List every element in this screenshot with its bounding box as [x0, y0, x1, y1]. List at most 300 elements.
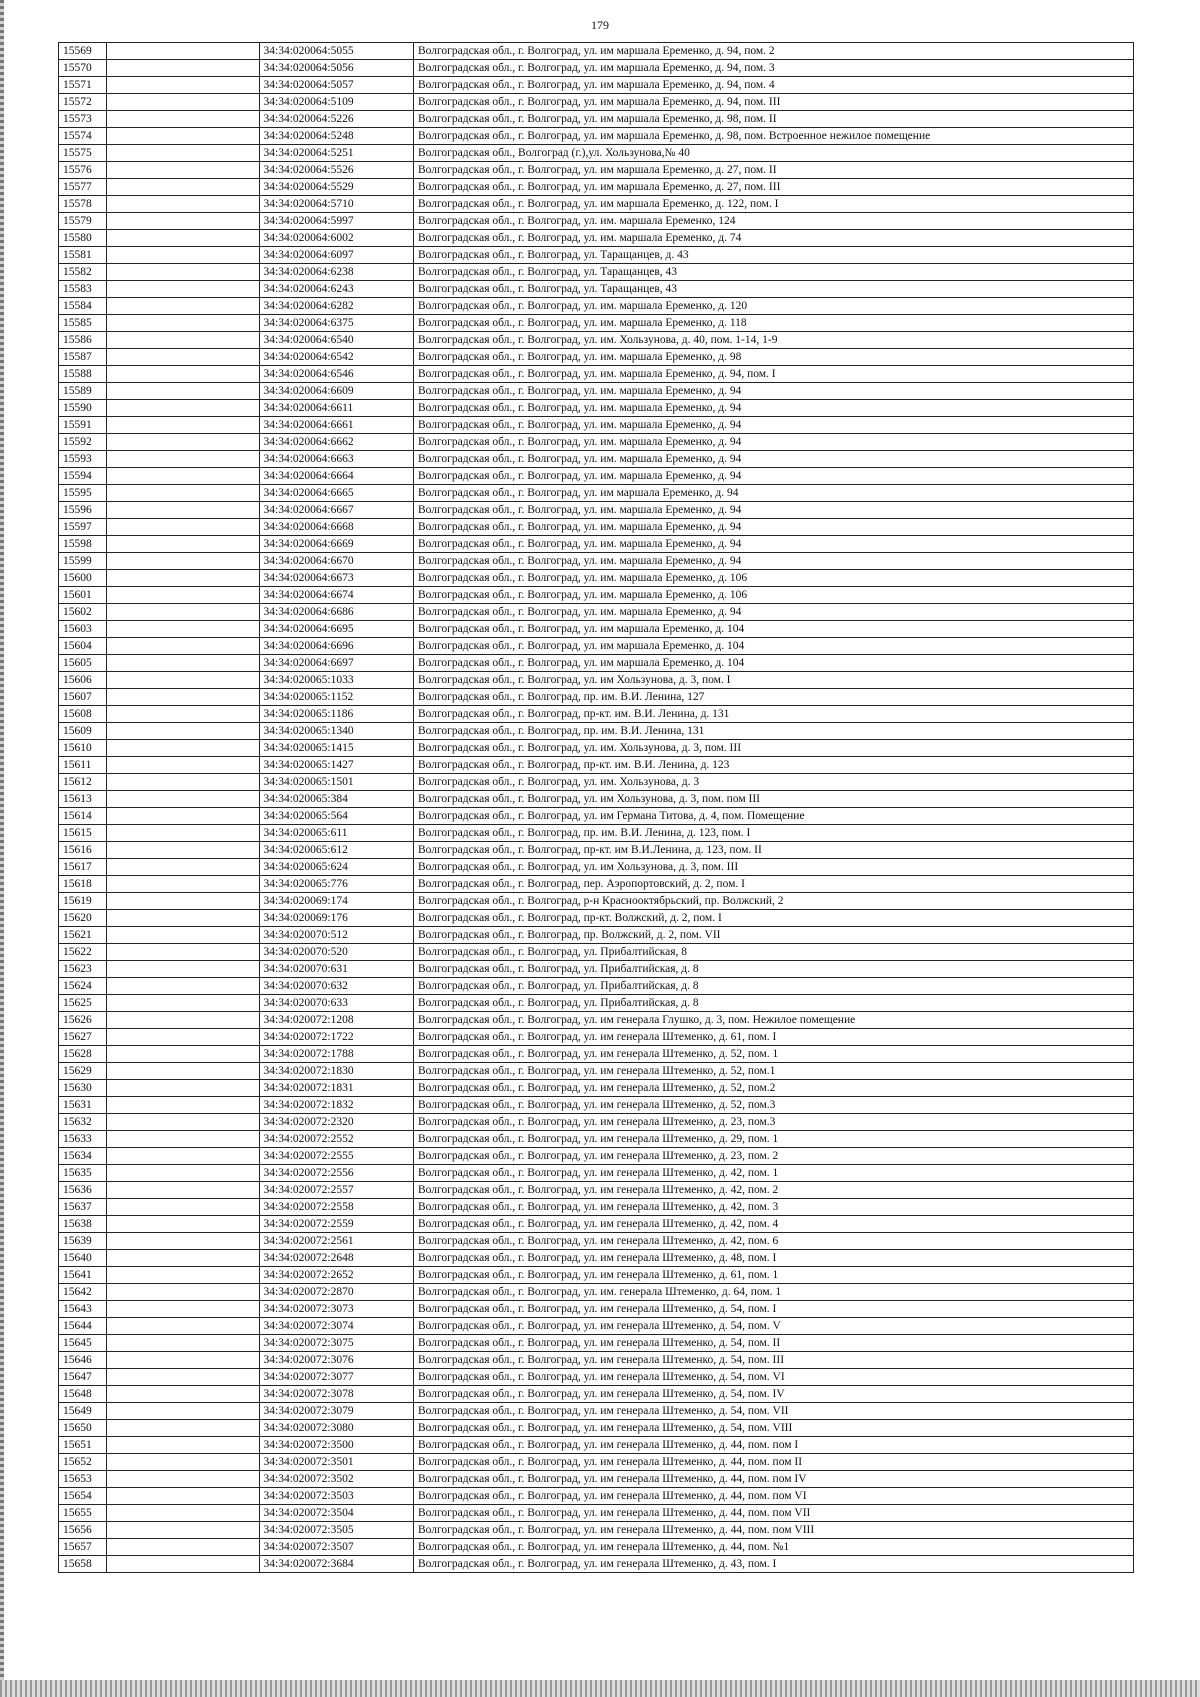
- cadastral-number-cell: 34:34:020072:2652: [259, 1267, 413, 1284]
- row-number-cell: 15600: [59, 570, 107, 587]
- blank-cell: [107, 893, 259, 910]
- table-row: [59, 1182, 1134, 1199]
- cadastral-number-cell: 34:34:020072:3503: [259, 1488, 413, 1505]
- blank-cell: [107, 1352, 259, 1369]
- row-number-cell: 15618: [59, 876, 107, 893]
- address-cell: Волгоградская обл., г. Волгоград, ул. им. маршала Еременко, д. 118: [413, 315, 1133, 332]
- cadastral-number-cell: 34:34:020070:633: [259, 995, 413, 1012]
- table-row: [59, 1114, 1134, 1131]
- cadastral-number-cell: 34:34:020072:1208: [259, 1012, 413, 1029]
- address-cell: Волгоградская обл., г. Волгоград, ул. им. маршала Еременко, д. 94: [413, 553, 1133, 570]
- cadastral-number-cell: 34:34:020072:1832: [259, 1097, 413, 1114]
- row-number-cell: 15570: [59, 60, 107, 77]
- row-number-cell: 15633: [59, 1131, 107, 1148]
- address-cell: Волгоградская обл., г. Волгоград, ул. им генерала Штеменко, д. 44, пом. пом VI: [413, 1488, 1133, 1505]
- cadastral-number-cell: 34:34:020065:1033: [259, 672, 413, 689]
- blank-cell: [107, 485, 259, 502]
- blank-cell: [107, 1097, 259, 1114]
- blank-cell: [107, 1114, 259, 1131]
- blank-cell: [107, 247, 259, 264]
- address-cell: Волгоградская обл., г. Волгоград, ул. Таращанцев, д. 43: [413, 247, 1133, 264]
- address-cell: Волгоградская обл., г. Волгоград, ул. им генерала Штеменко, д. 23, пом.3: [413, 1114, 1133, 1131]
- row-number-cell: 15634: [59, 1148, 107, 1165]
- table-row: [59, 485, 1134, 502]
- address-cell: Волгоградская обл., г. Волгоград, ул. им. маршала Еременко, д. 94: [413, 468, 1133, 485]
- table-row: [59, 536, 1134, 553]
- cadastral-number-cell: 34:34:020064:6696: [259, 638, 413, 655]
- row-number-cell: 15587: [59, 349, 107, 366]
- cadastral-number-cell: 34:34:020072:2555: [259, 1148, 413, 1165]
- row-number-cell: 15616: [59, 842, 107, 859]
- row-number-cell: 15590: [59, 400, 107, 417]
- table-row: [59, 1539, 1134, 1556]
- blank-cell: [107, 60, 259, 77]
- table-row: [59, 332, 1134, 349]
- address-cell: Волгоградская обл., г. Волгоград, ул. им генерала Штеменко, д. 44, пом. пом I: [413, 1437, 1133, 1454]
- address-cell: Волгоградская обл., г. Волгоград, пр. им. В.И. Ленина, д. 123, пом. I: [413, 825, 1133, 842]
- cadastral-number-cell: 34:34:020072:3501: [259, 1454, 413, 1471]
- blank-cell: [107, 842, 259, 859]
- cadastral-number-cell: 34:34:020072:1831: [259, 1080, 413, 1097]
- row-number-cell: 15602: [59, 604, 107, 621]
- row-number-cell: 15617: [59, 859, 107, 876]
- row-number-cell: 15584: [59, 298, 107, 315]
- row-number-cell: 15635: [59, 1165, 107, 1182]
- table-row: [59, 961, 1134, 978]
- address-cell: Волгоградская обл., г. Волгоград, ул. им. маршала Еременко, 124: [413, 213, 1133, 230]
- address-cell: Волгоградская обл., г. Волгоград, ул. им. маршала Еременко, д. 106: [413, 587, 1133, 604]
- row-number-cell: 15607: [59, 689, 107, 706]
- blank-cell: [107, 876, 259, 893]
- blank-cell: [107, 196, 259, 213]
- table-row: [59, 94, 1134, 111]
- row-number-cell: 15623: [59, 961, 107, 978]
- row-number-cell: 15625: [59, 995, 107, 1012]
- address-cell: Волгоградская обл., г. Волгоград, ул. им генерала Штеменко, д. 44, пом. №1: [413, 1539, 1133, 1556]
- address-cell: Волгоградская обл., г. Волгоград, пр. им. В.И. Ленина, 127: [413, 689, 1133, 706]
- address-cell: Волгоградская обл., г. Волгоград, ул. им. маршала Еременко, д. 106: [413, 570, 1133, 587]
- table-row: [59, 944, 1134, 961]
- address-cell: Волгоградская обл., г. Волгоград, ул. Прибалтийская, д. 8: [413, 961, 1133, 978]
- blank-cell: [107, 1335, 259, 1352]
- cadastral-number-cell: 34:34:020064:6243: [259, 281, 413, 298]
- row-number-cell: 15641: [59, 1267, 107, 1284]
- address-cell: Волгоградская обл., г. Волгоград, ул. им генерала Штеменко, д. 29, пом. 1: [413, 1131, 1133, 1148]
- row-number-cell: 15575: [59, 145, 107, 162]
- cadastral-number-cell: 34:34:020064:6375: [259, 315, 413, 332]
- cadastral-number-cell: 34:34:020072:2558: [259, 1199, 413, 1216]
- cadastral-number-cell: 34:34:020065:1152: [259, 689, 413, 706]
- address-cell: Волгоградская обл., г. Волгоград, пр-кт. им. В.И. Ленина, д. 123: [413, 757, 1133, 774]
- cadastral-number-cell: 34:34:020072:2561: [259, 1233, 413, 1250]
- address-cell: Волгоградская обл., г. Волгоград, ул. им генерала Штеменко, д. 54, пом. IV: [413, 1386, 1133, 1403]
- row-number-cell: 15649: [59, 1403, 107, 1420]
- blank-cell: [107, 1182, 259, 1199]
- row-number-cell: 15615: [59, 825, 107, 842]
- row-number-cell: 15597: [59, 519, 107, 536]
- cadastral-number-cell: 34:34:020072:1722: [259, 1029, 413, 1046]
- blank-cell: [107, 655, 259, 672]
- cadastral-number-cell: 34:34:020064:5056: [259, 60, 413, 77]
- table-row: [59, 196, 1134, 213]
- row-number-cell: 15586: [59, 332, 107, 349]
- cadastral-number-cell: 34:34:020064:5109: [259, 94, 413, 111]
- blank-cell: [107, 536, 259, 553]
- cadastral-number-cell: 34:34:020064:6673: [259, 570, 413, 587]
- blank-cell: [107, 910, 259, 927]
- row-number-cell: 15653: [59, 1471, 107, 1488]
- table-row: [59, 128, 1134, 145]
- table-row: [59, 1216, 1134, 1233]
- row-number-cell: 15580: [59, 230, 107, 247]
- cadastral-number-cell: 34:34:020064:6097: [259, 247, 413, 264]
- table-row: [59, 604, 1134, 621]
- blank-cell: [107, 417, 259, 434]
- address-cell: Волгоградская обл., г. Волгоград, ул. им генерала Штеменко, д. 42, пом. 2: [413, 1182, 1133, 1199]
- cadastral-number-cell: 34:34:020064:5248: [259, 128, 413, 145]
- table-row: [59, 400, 1134, 417]
- address-cell: Волгоградская обл., г. Волгоград, ул. им. маршала Еременко, д. 98: [413, 349, 1133, 366]
- address-cell: Волгоградская обл., г. Волгоград, ул. им генерала Штеменко, д. 42, пом. 3: [413, 1199, 1133, 1216]
- cadastral-number-cell: 34:34:020072:2559: [259, 1216, 413, 1233]
- address-cell: Волгоградская обл., г. Волгоград, р-н Краснооктябрьский, пр. Волжский, 2: [413, 893, 1133, 910]
- row-number-cell: 15642: [59, 1284, 107, 1301]
- address-cell: Волгоградская обл., г. Волгоград, ул. им. маршала Еременко, д. 94: [413, 502, 1133, 519]
- row-number-cell: 15601: [59, 587, 107, 604]
- blank-cell: [107, 604, 259, 621]
- blank-cell: [107, 825, 259, 842]
- address-cell: Волгоградская обл., г. Волгоград, ул. им генерала Штеменко, д. 52, пом.3: [413, 1097, 1133, 1114]
- table-row: [59, 859, 1134, 876]
- table-row: [59, 1080, 1134, 1097]
- address-cell: Волгоградская обл., г. Волгоград, ул. им генерала Штеменко, д. 61, пом. I: [413, 1029, 1133, 1046]
- address-cell: Волгоградская обл., г. Волгоград, ул. им. маршала Еременко, д. 94: [413, 383, 1133, 400]
- address-cell: Волгоградская обл., г. Волгоград, ул. им. Хользунова, д. 40, пом. 1-14, 1-9: [413, 332, 1133, 349]
- row-number-cell: 15576: [59, 162, 107, 179]
- row-number-cell: 15589: [59, 383, 107, 400]
- cadastral-number-cell: 34:34:020072:3073: [259, 1301, 413, 1318]
- address-cell: Волгоградская обл., г. Волгоград, ул. им. маршала Еременко, д. 94: [413, 451, 1133, 468]
- blank-cell: [107, 723, 259, 740]
- address-cell: Волгоградская обл., г. Волгоград, ул. им генерала Штеменко, д. 42, пом. 6: [413, 1233, 1133, 1250]
- address-cell: Волгоградская обл., г. Волгоград, пр. им. В.И. Ленина, 131: [413, 723, 1133, 740]
- address-cell: Волгоградская обл., г. Волгоград, ул. им генерала Штеменко, д. 54, пом. VIII: [413, 1420, 1133, 1437]
- cadastral-number-cell: 34:34:020065:611: [259, 825, 413, 842]
- table-row: [59, 1046, 1134, 1063]
- blank-cell: [107, 434, 259, 451]
- cadastral-number-cell: 34:34:020064:6686: [259, 604, 413, 621]
- table-row: [59, 706, 1134, 723]
- cadastral-number-cell: 34:34:020064:6546: [259, 366, 413, 383]
- address-cell: Волгоградская обл., г. Волгоград, ул. им генерала Штеменко, д. 54, пом. VII: [413, 1403, 1133, 1420]
- address-cell: Волгоградская обл., г. Волгоград, ул. им маршала Еременко, д. 94, пом. 3: [413, 60, 1133, 77]
- cadastral-number-cell: 34:34:020072:3078: [259, 1386, 413, 1403]
- scan-edge-left: [0, 0, 4, 1697]
- blank-cell: [107, 1012, 259, 1029]
- address-cell: Волгоградская обл., г. Волгоград, ул. им. маршала Еременко, д. 94, пом. I: [413, 366, 1133, 383]
- row-number-cell: 15594: [59, 468, 107, 485]
- blank-cell: [107, 264, 259, 281]
- blank-cell: [107, 1556, 259, 1573]
- address-cell: Волгоградская обл., г. Волгоград, ул. им генерала Штеменко, д. 52, пом.2: [413, 1080, 1133, 1097]
- row-number-cell: 15588: [59, 366, 107, 383]
- table-row: [59, 1250, 1134, 1267]
- address-cell: Волгоградская обл., г. Волгоград, ул. им Хользунова, д. 3, пом. III: [413, 859, 1133, 876]
- blank-cell: [107, 1267, 259, 1284]
- row-number-cell: 15612: [59, 774, 107, 791]
- blank-cell: [107, 1386, 259, 1403]
- cadastral-number-cell: 34:34:020064:6662: [259, 434, 413, 451]
- table-row: [59, 281, 1134, 298]
- row-number-cell: 15613: [59, 791, 107, 808]
- table-row: [59, 621, 1134, 638]
- table-row: [59, 519, 1134, 536]
- cadastral-number-cell: 34:34:020064:6542: [259, 349, 413, 366]
- table-row: [59, 179, 1134, 196]
- blank-cell: [107, 553, 259, 570]
- table-row: [59, 77, 1134, 94]
- blank-cell: [107, 808, 259, 825]
- row-number-cell: 15630: [59, 1080, 107, 1097]
- blank-cell: [107, 519, 259, 536]
- row-number-cell: 15650: [59, 1420, 107, 1437]
- blank-cell: [107, 672, 259, 689]
- blank-cell: [107, 315, 259, 332]
- cadastral-number-cell: 34:34:020072:3500: [259, 1437, 413, 1454]
- row-number-cell: 15652: [59, 1454, 107, 1471]
- cadastral-number-cell: 34:34:020064:6670: [259, 553, 413, 570]
- table-row: [59, 1437, 1134, 1454]
- blank-cell: [107, 570, 259, 587]
- cadastral-number-cell: 34:34:020072:3507: [259, 1539, 413, 1556]
- cadastral-number-cell: 34:34:020072:3076: [259, 1352, 413, 1369]
- row-number-cell: 15606: [59, 672, 107, 689]
- address-cell: Волгоградская обл., г. Волгоград, ул. им. маршала Еременко, д. 94: [413, 434, 1133, 451]
- table-row: [59, 893, 1134, 910]
- row-number-cell: 15628: [59, 1046, 107, 1063]
- blank-cell: [107, 145, 259, 162]
- row-number-cell: 15636: [59, 1182, 107, 1199]
- row-number-cell: 15658: [59, 1556, 107, 1573]
- blank-cell: [107, 1063, 259, 1080]
- address-cell: Волгоградская обл., г. Волгоград, ул. им Хользунова, д. 3, пом. пом III: [413, 791, 1133, 808]
- cadastral-number-cell: 34:34:020072:3074: [259, 1318, 413, 1335]
- address-cell: Волгоградская обл., г. Волгоград, ул. им. маршала Еременко, д. 94: [413, 536, 1133, 553]
- row-number-cell: 15654: [59, 1488, 107, 1505]
- cadastral-number-cell: 34:34:020072:3080: [259, 1420, 413, 1437]
- address-cell: Волгоградская обл., г. Волгоград, ул. им генерала Штеменко, д. 44, пом. пом VII: [413, 1505, 1133, 1522]
- address-cell: Волгоградская обл., г. Волгоград, ул. им маршала Еременко, д. 27, пом. III: [413, 179, 1133, 196]
- blank-cell: [107, 43, 259, 60]
- blank-cell: [107, 213, 259, 230]
- blank-cell: [107, 281, 259, 298]
- address-cell: Волгоградская обл., г. Волгоград, ул. им генерала Штеменко, д. 23, пом. 2: [413, 1148, 1133, 1165]
- blank-cell: [107, 927, 259, 944]
- table-row: [59, 1165, 1134, 1182]
- cadastral-number-cell: 34:34:020064:6668: [259, 519, 413, 536]
- blank-cell: [107, 689, 259, 706]
- address-cell: Волгоградская обл., г. Волгоград, ул. им генерала Штеменко, д. 54, пом. III: [413, 1352, 1133, 1369]
- row-number-cell: 15645: [59, 1335, 107, 1352]
- blank-cell: [107, 774, 259, 791]
- cadastral-number-cell: 34:34:020064:6697: [259, 655, 413, 672]
- blank-cell: [107, 757, 259, 774]
- address-cell: Волгоградская обл., г. Волгоград, пр-кт. им В.И.Ленина, д. 123, пом. II: [413, 842, 1133, 859]
- cadastral-number-cell: 34:34:020064:6674: [259, 587, 413, 604]
- cadastral-number-cell: 34:34:020072:2557: [259, 1182, 413, 1199]
- blank-cell: [107, 366, 259, 383]
- row-number-cell: 15585: [59, 315, 107, 332]
- address-cell: Волгоградская обл., г. Волгоград, пр-кт. им. В.И. Ленина, д. 131: [413, 706, 1133, 723]
- cadastral-number-cell: 34:34:020065:1427: [259, 757, 413, 774]
- row-number-cell: 15626: [59, 1012, 107, 1029]
- blank-cell: [107, 621, 259, 638]
- row-number-cell: 15591: [59, 417, 107, 434]
- cadastral-number-cell: 34:34:020064:6661: [259, 417, 413, 434]
- blank-cell: [107, 587, 259, 604]
- row-number-cell: 15593: [59, 451, 107, 468]
- address-cell: Волгоградская обл., г. Волгоград, ул. им маршала Еременко, д. 94, пом. 2: [413, 43, 1133, 60]
- blank-cell: [107, 791, 259, 808]
- blank-cell: [107, 1284, 259, 1301]
- cadastral-number-cell: 34:34:020072:3079: [259, 1403, 413, 1420]
- table-row: [59, 315, 1134, 332]
- row-number-cell: 15656: [59, 1522, 107, 1539]
- page-number: 179: [591, 18, 609, 32]
- table-row: [59, 723, 1134, 740]
- table-row: [59, 927, 1134, 944]
- table-row: [59, 570, 1134, 587]
- row-number-cell: 15609: [59, 723, 107, 740]
- table-row: [59, 502, 1134, 519]
- table-row: [59, 587, 1134, 604]
- row-number-cell: 15619: [59, 893, 107, 910]
- blank-cell: [107, 1454, 259, 1471]
- table-row: [59, 298, 1134, 315]
- cadastral-number-cell: 34:34:020065:776: [259, 876, 413, 893]
- row-number-cell: 15598: [59, 536, 107, 553]
- blank-cell: [107, 383, 259, 400]
- blank-cell: [107, 1318, 259, 1335]
- address-cell: Волгоградская обл., г. Волгоград, пр-кт. Волжский, д. 2, пом. I: [413, 910, 1133, 927]
- table-row: [59, 757, 1134, 774]
- table-row: [59, 1488, 1134, 1505]
- row-number-cell: 15638: [59, 1216, 107, 1233]
- blank-cell: [107, 859, 259, 876]
- blank-cell: [107, 230, 259, 247]
- row-number-cell: 15637: [59, 1199, 107, 1216]
- table-row: [59, 213, 1134, 230]
- address-cell: Волгоградская обл., г. Волгоград, ул. им генерала Штеменко, д. 54, пом. VI: [413, 1369, 1133, 1386]
- address-cell: Волгоградская обл., Волгоград (г.),ул. Хользунова,№ 40: [413, 145, 1133, 162]
- address-cell: Волгоградская обл., г. Волгоград, пер. Аэропортовский, д. 2, пом. I: [413, 876, 1133, 893]
- address-cell: Волгоградская обл., г. Волгоград, ул. им генерала Штеменко, д. 42, пом. 1: [413, 1165, 1133, 1182]
- row-number-cell: 15574: [59, 128, 107, 145]
- address-cell: Волгоградская обл., г. Волгоград, ул. им. Хользунова, д. 3, пом. III: [413, 740, 1133, 757]
- cadastral-number-cell: 34:34:020072:2648: [259, 1250, 413, 1267]
- blank-cell: [107, 77, 259, 94]
- row-number-cell: 15643: [59, 1301, 107, 1318]
- blank-cell: [107, 978, 259, 995]
- blank-cell: [107, 740, 259, 757]
- table-row: [59, 553, 1134, 570]
- cadastral-number-cell: 34:34:020064:5526: [259, 162, 413, 179]
- blank-cell: [107, 1199, 259, 1216]
- row-number-cell: 15647: [59, 1369, 107, 1386]
- row-number-cell: 15604: [59, 638, 107, 655]
- cadastral-number-cell: 34:34:020065:1415: [259, 740, 413, 757]
- cadastral-number-cell: 34:34:020065:612: [259, 842, 413, 859]
- row-number-cell: 15569: [59, 43, 107, 60]
- table-row: [59, 655, 1134, 672]
- address-cell: Волгоградская обл., г. Волгоград, ул. им маршала Еременко, д. 104: [413, 638, 1133, 655]
- cadastral-number-cell: 34:34:020064:5055: [259, 43, 413, 60]
- blank-cell: [107, 298, 259, 315]
- address-cell: Волгоградская обл., г. Волгоград, ул. им. Хользунова, д. 3: [413, 774, 1133, 791]
- cadastral-number-cell: 34:34:020072:1830: [259, 1063, 413, 1080]
- row-number-cell: 15573: [59, 111, 107, 128]
- table-row: [59, 43, 1134, 60]
- row-number-cell: 15620: [59, 910, 107, 927]
- cadastral-number-cell: 34:34:020072:3504: [259, 1505, 413, 1522]
- table-row: [59, 774, 1134, 791]
- row-number-cell: 15611: [59, 757, 107, 774]
- row-number-cell: 15577: [59, 179, 107, 196]
- blank-cell: [107, 706, 259, 723]
- row-number-cell: 15644: [59, 1318, 107, 1335]
- blank-cell: [107, 1216, 259, 1233]
- table-row: [59, 383, 1134, 400]
- address-cell: Волгоградская обл., г. Волгоград, ул. им Хользунова, д. 3, пом. I: [413, 672, 1133, 689]
- table-row: [59, 1522, 1134, 1539]
- table-row: [59, 264, 1134, 281]
- blank-cell: [107, 162, 259, 179]
- blank-cell: [107, 1029, 259, 1046]
- row-number-cell: 15603: [59, 621, 107, 638]
- blank-cell: [107, 1437, 259, 1454]
- cadastral-number-cell: 34:34:020070:631: [259, 961, 413, 978]
- table-row: [59, 145, 1134, 162]
- table-row: [59, 1335, 1134, 1352]
- row-number-cell: 15592: [59, 434, 107, 451]
- cadastral-number-cell: 34:34:020065:1186: [259, 706, 413, 723]
- row-number-cell: 15624: [59, 978, 107, 995]
- blank-cell: [107, 1250, 259, 1267]
- cadastral-number-cell: 34:34:020064:5057: [259, 77, 413, 94]
- address-cell: Волгоградская обл., г. Волгоград, ул. им генерала Глушко, д. 3, пом. Нежилое помещение: [413, 1012, 1133, 1029]
- table-row: [59, 1471, 1134, 1488]
- address-cell: Волгоградская обл., г. Волгоград, ул. им маршала Еременко, д. 104: [413, 655, 1133, 672]
- table-row: [59, 1352, 1134, 1369]
- address-cell: Волгоградская обл., г. Волгоград, ул. им генерала Штеменко, д. 44, пом. пом IV: [413, 1471, 1133, 1488]
- blank-cell: [107, 502, 259, 519]
- blank-cell: [107, 468, 259, 485]
- cadastral-number-cell: 34:34:020064:6609: [259, 383, 413, 400]
- table-row: [59, 247, 1134, 264]
- row-number-cell: 15583: [59, 281, 107, 298]
- address-cell: Волгоградская обл., г. Волгоград, ул. им генерала Штеменко, д. 44, пом. пом II: [413, 1454, 1133, 1471]
- row-number-cell: 15579: [59, 213, 107, 230]
- row-number-cell: 15572: [59, 94, 107, 111]
- row-number-cell: 15631: [59, 1097, 107, 1114]
- address-cell: Волгоградская обл., г. Волгоград, ул. им. маршала Еременко, д. 94: [413, 519, 1133, 536]
- row-number-cell: 15632: [59, 1114, 107, 1131]
- cadastral-number-cell: 34:34:020065:564: [259, 808, 413, 825]
- blank-cell: [107, 332, 259, 349]
- row-number-cell: 15639: [59, 1233, 107, 1250]
- blank-cell: [107, 1165, 259, 1182]
- table-row: [59, 689, 1134, 706]
